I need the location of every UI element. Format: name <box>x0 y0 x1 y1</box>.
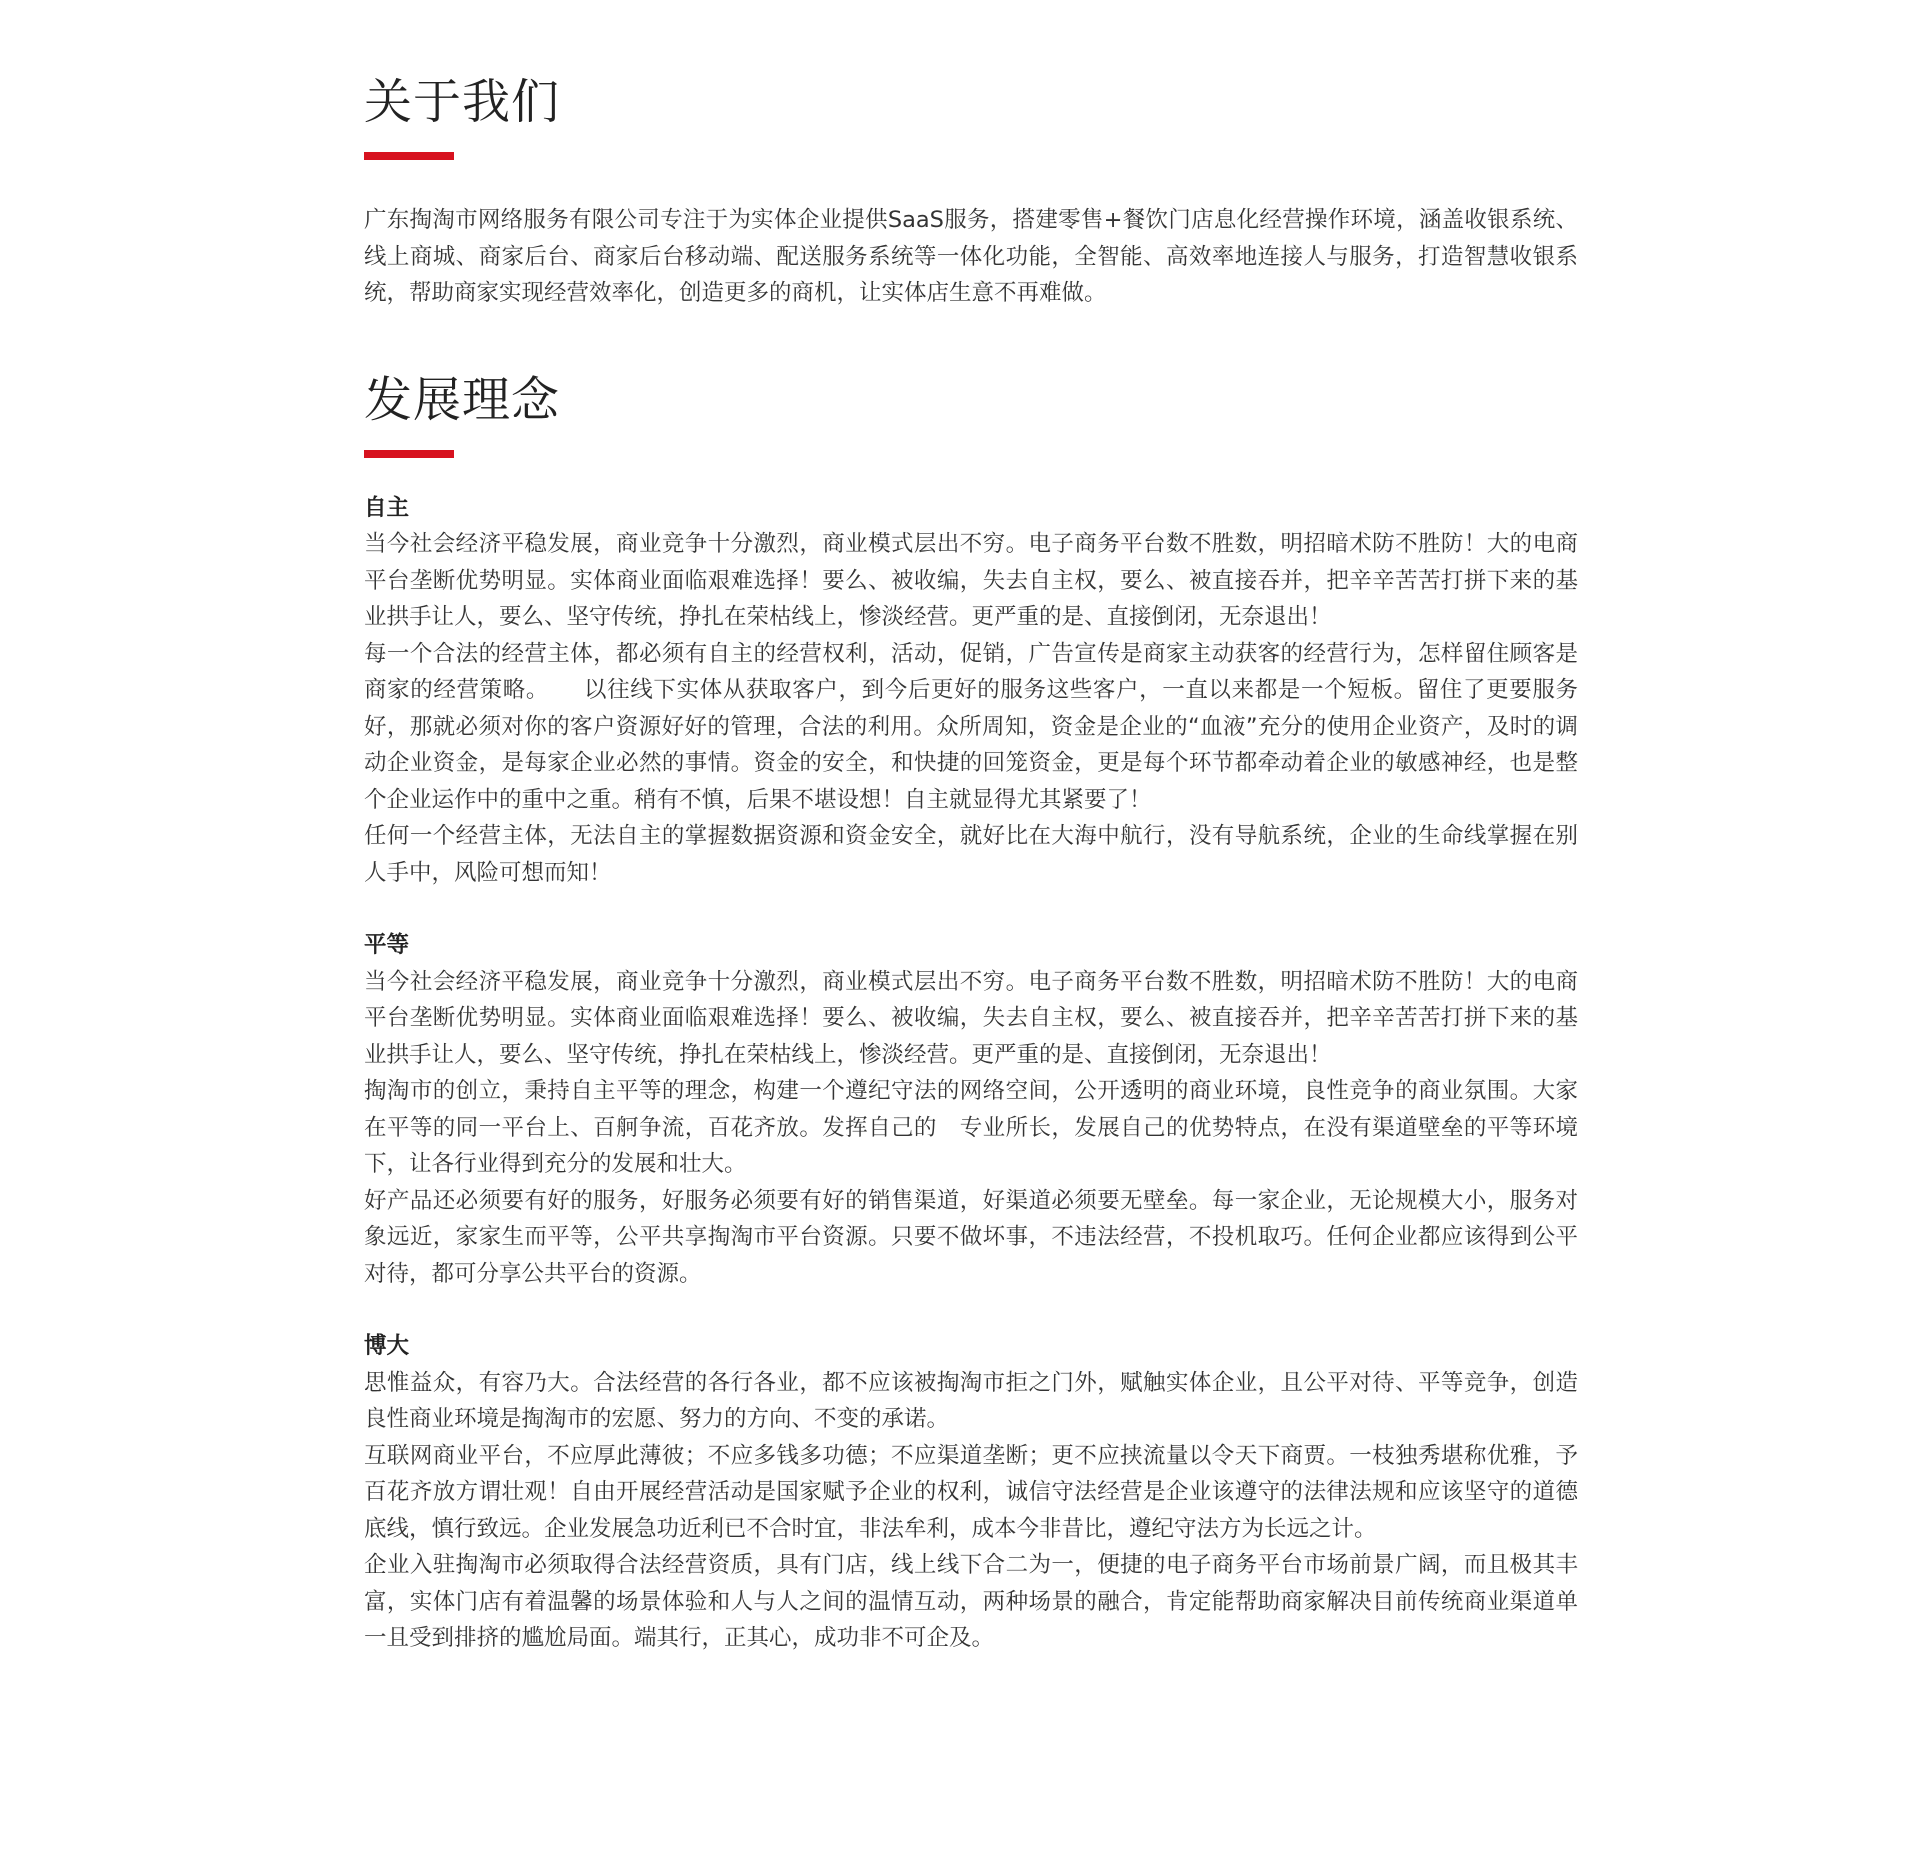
paragraph: 互联网商业平台，不应厚此薄彼；不应多钱多功德；不应渠道垄断；更不应挟流量以令天下商贾。一枝独秀堪称优雅，予百花齐放方谓壮观！自由开展经营活动是国家赋予企业的权利，诚信守法经营是企业该遵守的法律法规和应该坚守的道德底线，慎行致远。企业发展急功近利已不合时宜，非法牟利，成本今非昔比，遵纪守法方为长远之计。 <box>364 1442 1578 1542</box>
subsection-broadness <box>364 1328 1578 1657</box>
about-title-underline <box>364 152 454 160</box>
paragraph: 企业入驻掏淘市必须取得合法经营资质，具有门店，线上线下合二为一，便捷的电子商务平台市场前景广阔，而且极其丰富，实体门店有着温馨的场景体验和人与人之间的温情互动，两种场景的融合，肯定能帮助商家解决目前传统商业渠道单一且受到排挤的尴尬局面。端其行，正其心，成功非不可企及。 <box>364 1552 1578 1651</box>
subsection-title: 平等 <box>364 932 410 958</box>
subsection-equality <box>364 927 1578 1292</box>
about-title: 关于我们 <box>364 74 561 130</box>
paragraph: 掏淘市的创立，秉持自主平等的理念，构建一个遵纪守法的网络空间，公开透明的商业环境，良性竞争的商业氛围。大家在平等的同一平台上、百舸争流，百花齐放。发挥自己的 专业所长，发展自己的优势特点，在没有渠道壁垒的平等环境下，让各行业得到充分的发展和壮大。 <box>364 1078 1578 1177</box>
paragraph: 当今社会经济平稳发展，商业竞争十分激烈，商业模式层出不穷。电子商务平台数不胜数，明招暗术防不胜防！大的电商平台垄断优势明显。实体商业面临艰难选择！要么、被收编，失去自主权，要么、被直接吞并，把辛辛苦苦打拼下来的基业拱手让人，要么、坚守传统，挣扎在荣枯线上，惨淡经营。更严重的是、直接倒闭，无奈退出！ <box>364 531 1578 630</box>
paragraph: 每一个合法的经营主体，都必须有自主的经营权利，活动，促销，广告宣传是商家主动获客的经营行为，怎样留住顾客是商家的经营策略。 以往线下实体从获取客户，到今后更好的服务这些客户，一直以来都是一个短板。留住了更要服务好，那就必须对你的客户资源好好的管理，合法的利用。众所周知，资金是企业的“血液”充分的使用企业资产，及时的调动企业资金，是每家企业必然的事情。资金的安全，和快捷的回笼资金，更是每个环节都牵动着企业的敏感神经，也是整个企业运作中的重中之重。稍有不慎，后果不堪设想！自主就显得尤其紧要了！ <box>364 640 1578 813</box>
about-section <box>364 70 1578 312</box>
paragraph: 任何一个经营主体，无法自主的掌握数据资源和资金安全，就好比在大海中航行，没有导航系统，企业的生命线掌握在别人手中，风险可想而知！ <box>364 823 1578 886</box>
philosophy-title-underline <box>364 450 454 458</box>
philosophy-section <box>364 368 1578 1657</box>
about-paragraph: 广东掏淘市网络服务有限公司专注于为实体企业提供SaaS服务，搭建零售+餐饮门店息化经营操作环境，涵盖收银系统、线上商城、商家后台、商家后台移动端、配送服务系统等一体化功能，全智能、高效率地连接人与服务，打造智慧收银系统，帮助商家实现经营效率化，创造更多的商机，让实体店生意不再难做。 <box>364 207 1578 306</box>
subsection-title: 博大 <box>364 1333 410 1359</box>
paragraph: 思惟益众，有容乃大。合法经营的各行各业，都不应该被掏淘市拒之门外，赋触实体企业，且公平对待、平等竞争，创造良性商业环境是掏淘市的宏愿、努力的方向、不变的承诺。 <box>364 1369 1578 1432</box>
philosophy-title: 发展理念 <box>364 371 561 428</box>
paragraph: 好产品还必须要有好的服务，好服务必须要有好的销售渠道，好渠道必须要无壁垒。每一家企业，无论规模大小，服务对象远近，家家生而平等，公平共享掏淘市平台资源。只要不做坏事，不违法经营，不投机取巧。任何企业都应该得到公平对待，都可分享公共平台的资源。 <box>364 1187 1578 1287</box>
philosophy-subsections <box>364 490 1578 1657</box>
subsection-autonomy <box>364 490 1578 892</box>
paragraph: 当今社会经济平稳发展，商业竞争十分激烈，商业模式层出不穷。电子商务平台数不胜数，明招暗术防不胜防！大的电商平台垄断优势明显。实体商业面临艰难选择！要么、被收编，失去自主权，要么、被直接吞并，把辛辛苦苦打拼下来的基业拱手让人，要么、坚守传统，挣扎在荣枯线上，惨淡经营。更严重的是、直接倒闭，无奈退出！ <box>364 968 1578 1068</box>
content-container <box>364 70 1578 1693</box>
subsection-title: 自主 <box>364 494 410 521</box>
